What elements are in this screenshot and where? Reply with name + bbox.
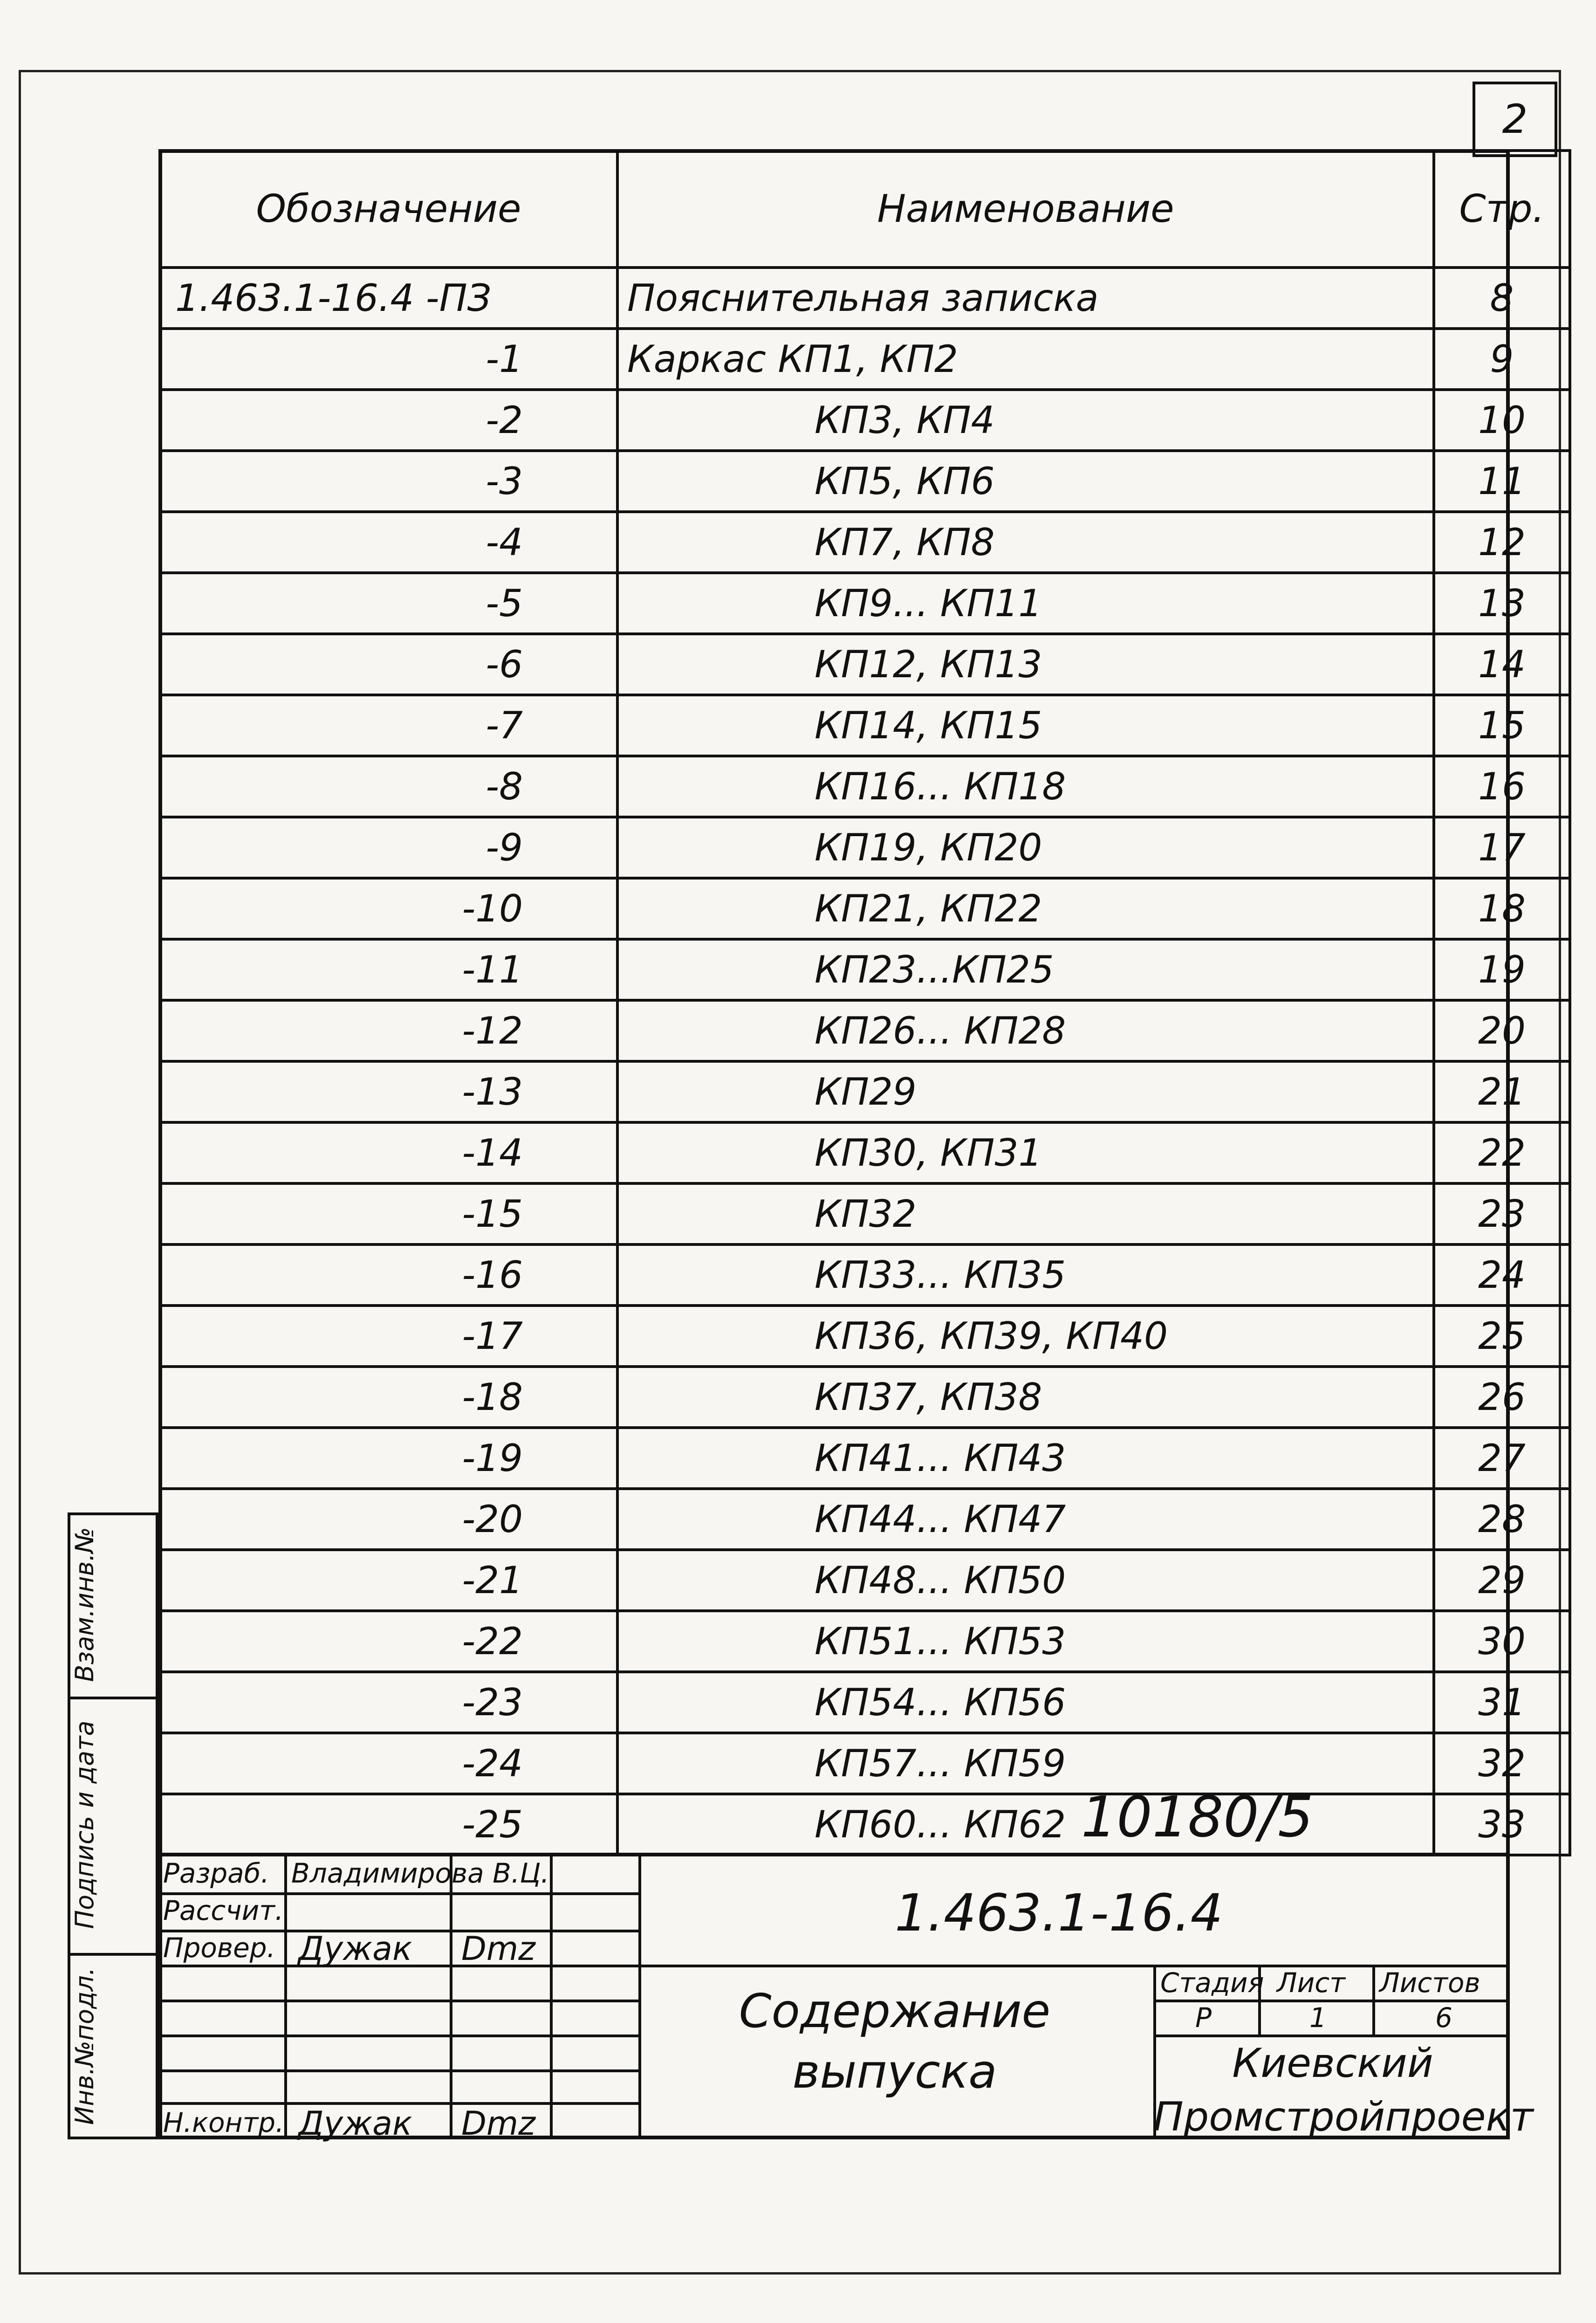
sheet-number: 2 xyxy=(1473,82,1557,157)
role-norm-control: Н.контр. xyxy=(163,2107,284,2138)
row-page: 13 xyxy=(1434,573,1570,634)
row-designation: -1 xyxy=(160,329,617,390)
name-norm-control: Дужак xyxy=(298,2104,412,2143)
organization-line-1: Киевский xyxy=(1232,2040,1433,2087)
sheet-value: 1 xyxy=(1309,2002,1327,2034)
header-designation: Обозначение xyxy=(160,151,617,268)
margin-label-swap-inv: Взам.инв.№ xyxy=(70,1527,99,1682)
row-page: 15 xyxy=(1434,695,1570,756)
role-calculated: Рассчит. xyxy=(163,1895,284,1926)
signature-norm-control: Dmz xyxy=(461,2104,535,2143)
row-page: 23 xyxy=(1434,1183,1570,1244)
row-designation: -6 xyxy=(160,634,617,695)
row-designation: -17 xyxy=(160,1306,617,1367)
row-page: 25 xyxy=(1434,1306,1570,1367)
stage-value: Р xyxy=(1195,2002,1212,2034)
row-name: КП12, КП13 xyxy=(617,634,1434,695)
row-page: 22 xyxy=(1434,1122,1570,1183)
row-name: Каркас КП1, КП2 xyxy=(617,329,1434,390)
organization-line-2: Промстройпроект xyxy=(1153,2094,1534,2140)
signature-checked: Dmz xyxy=(461,1930,535,1968)
row-name: КП33... КП35 xyxy=(617,1244,1434,1306)
row-designation: -11 xyxy=(160,939,617,1000)
row-page: 16 xyxy=(1434,756,1570,817)
row-page: 28 xyxy=(1434,1489,1570,1550)
margin-label-inv-orig: Инв.№подл. xyxy=(70,1967,99,2125)
row-designation: -7 xyxy=(160,695,617,756)
row-page: 26 xyxy=(1434,1367,1570,1428)
row-page: 10 xyxy=(1434,390,1570,451)
row-name: КП48... КП50 xyxy=(617,1550,1434,1611)
row-name: КП14, КП15 xyxy=(617,695,1434,756)
row-page: 33 xyxy=(1434,1794,1570,1855)
row-page: 18 xyxy=(1434,878,1570,939)
row-designation: 1.463.1-16.4 -ПЗ xyxy=(160,268,617,329)
row-page: 17 xyxy=(1434,817,1570,878)
row-name: КП16... КП18 xyxy=(617,756,1434,817)
header-name: Наименование xyxy=(617,151,1434,268)
row-name: КП32 xyxy=(617,1183,1434,1244)
row-name: КП19, КП20 xyxy=(617,817,1434,878)
main-frame xyxy=(158,149,1510,2139)
sheet-label: Лист xyxy=(1277,1967,1345,1999)
row-page: 11 xyxy=(1434,451,1570,512)
row-name: КП37, КП38 xyxy=(617,1367,1434,1428)
role-checked: Провер. xyxy=(163,1932,276,1964)
row-designation: -13 xyxy=(160,1061,617,1122)
sheets-label: Листов xyxy=(1379,1967,1480,1999)
row-name: КП5, КП6 xyxy=(617,451,1434,512)
row-designation: -14 xyxy=(160,1122,617,1183)
row-page: 9 xyxy=(1434,329,1570,390)
row-designation: -12 xyxy=(160,1000,617,1061)
row-designation: -16 xyxy=(160,1244,617,1306)
row-designation: -5 xyxy=(160,573,617,634)
row-name: КП9... КП11 xyxy=(617,573,1434,634)
row-designation: -22 xyxy=(160,1611,617,1672)
document-code: 1.463.1-16.4 xyxy=(895,1883,1223,1943)
row-designation: -19 xyxy=(160,1428,617,1489)
row-designation: -21 xyxy=(160,1550,617,1611)
row-page: 12 xyxy=(1434,512,1570,573)
header-page: Стр. xyxy=(1434,151,1570,268)
row-page: 21 xyxy=(1434,1061,1570,1122)
name-checked: Дужак xyxy=(298,1930,412,1968)
row-page: 8 xyxy=(1434,268,1570,329)
document-title-line-1: Содержание xyxy=(739,1984,1051,2038)
row-name: КП54... КП56 xyxy=(617,1672,1434,1733)
row-name: Пояснительная записка xyxy=(617,268,1434,329)
row-designation: -10 xyxy=(160,878,617,939)
row-name: КП7, КП8 xyxy=(617,512,1434,573)
role-developed: Разраб. xyxy=(163,1857,269,1889)
row-page: 24 xyxy=(1434,1244,1570,1306)
row-designation: -20 xyxy=(160,1489,617,1550)
row-designation: -8 xyxy=(160,756,617,817)
row-page: 32 xyxy=(1434,1733,1570,1794)
row-page: 20 xyxy=(1434,1000,1570,1061)
row-designation: -18 xyxy=(160,1367,617,1428)
row-page: 29 xyxy=(1434,1550,1570,1611)
stage-label: Стадия xyxy=(1160,1967,1264,1999)
row-name: КП3, КП4 xyxy=(617,390,1434,451)
name-developed: Владимирова В.Ц. xyxy=(291,1857,549,1889)
archive-number: 10180/5 xyxy=(1081,1785,1314,1850)
row-page: 30 xyxy=(1434,1611,1570,1672)
row-page: 19 xyxy=(1434,939,1570,1000)
sheets-value: 6 xyxy=(1435,2002,1452,2034)
row-name: КП26... КП28 xyxy=(617,1000,1434,1061)
margin-label-sign-date: Подпись и дата xyxy=(70,1720,99,1929)
row-name: КП44... КП47 xyxy=(617,1489,1434,1550)
row-name: КП41... КП43 xyxy=(617,1428,1434,1489)
row-designation: -3 xyxy=(160,451,617,512)
row-page: 14 xyxy=(1434,634,1570,695)
row-designation: -4 xyxy=(160,512,617,573)
row-page: 31 xyxy=(1434,1672,1570,1733)
row-designation: -23 xyxy=(160,1672,617,1733)
row-designation: -24 xyxy=(160,1733,617,1794)
row-name: КП23...КП25 xyxy=(617,939,1434,1000)
row-page: 27 xyxy=(1434,1428,1570,1489)
row-name: КП30, КП31 xyxy=(617,1122,1434,1183)
row-designation: -9 xyxy=(160,817,617,878)
row-name: КП29 xyxy=(617,1061,1434,1122)
row-designation: -15 xyxy=(160,1183,617,1244)
row-designation: -25 xyxy=(160,1794,617,1855)
row-name: КП36, КП39, КП40 xyxy=(617,1306,1434,1367)
row-name: КП21, КП22 xyxy=(617,878,1434,939)
row-name: КП60... КП62 xyxy=(617,1794,1434,1855)
row-designation: -2 xyxy=(160,390,617,451)
row-name: КП51... КП53 xyxy=(617,1611,1434,1672)
row-name: КП57... КП59 xyxy=(617,1733,1434,1794)
document-title-line-2: выпуска xyxy=(792,2044,997,2099)
